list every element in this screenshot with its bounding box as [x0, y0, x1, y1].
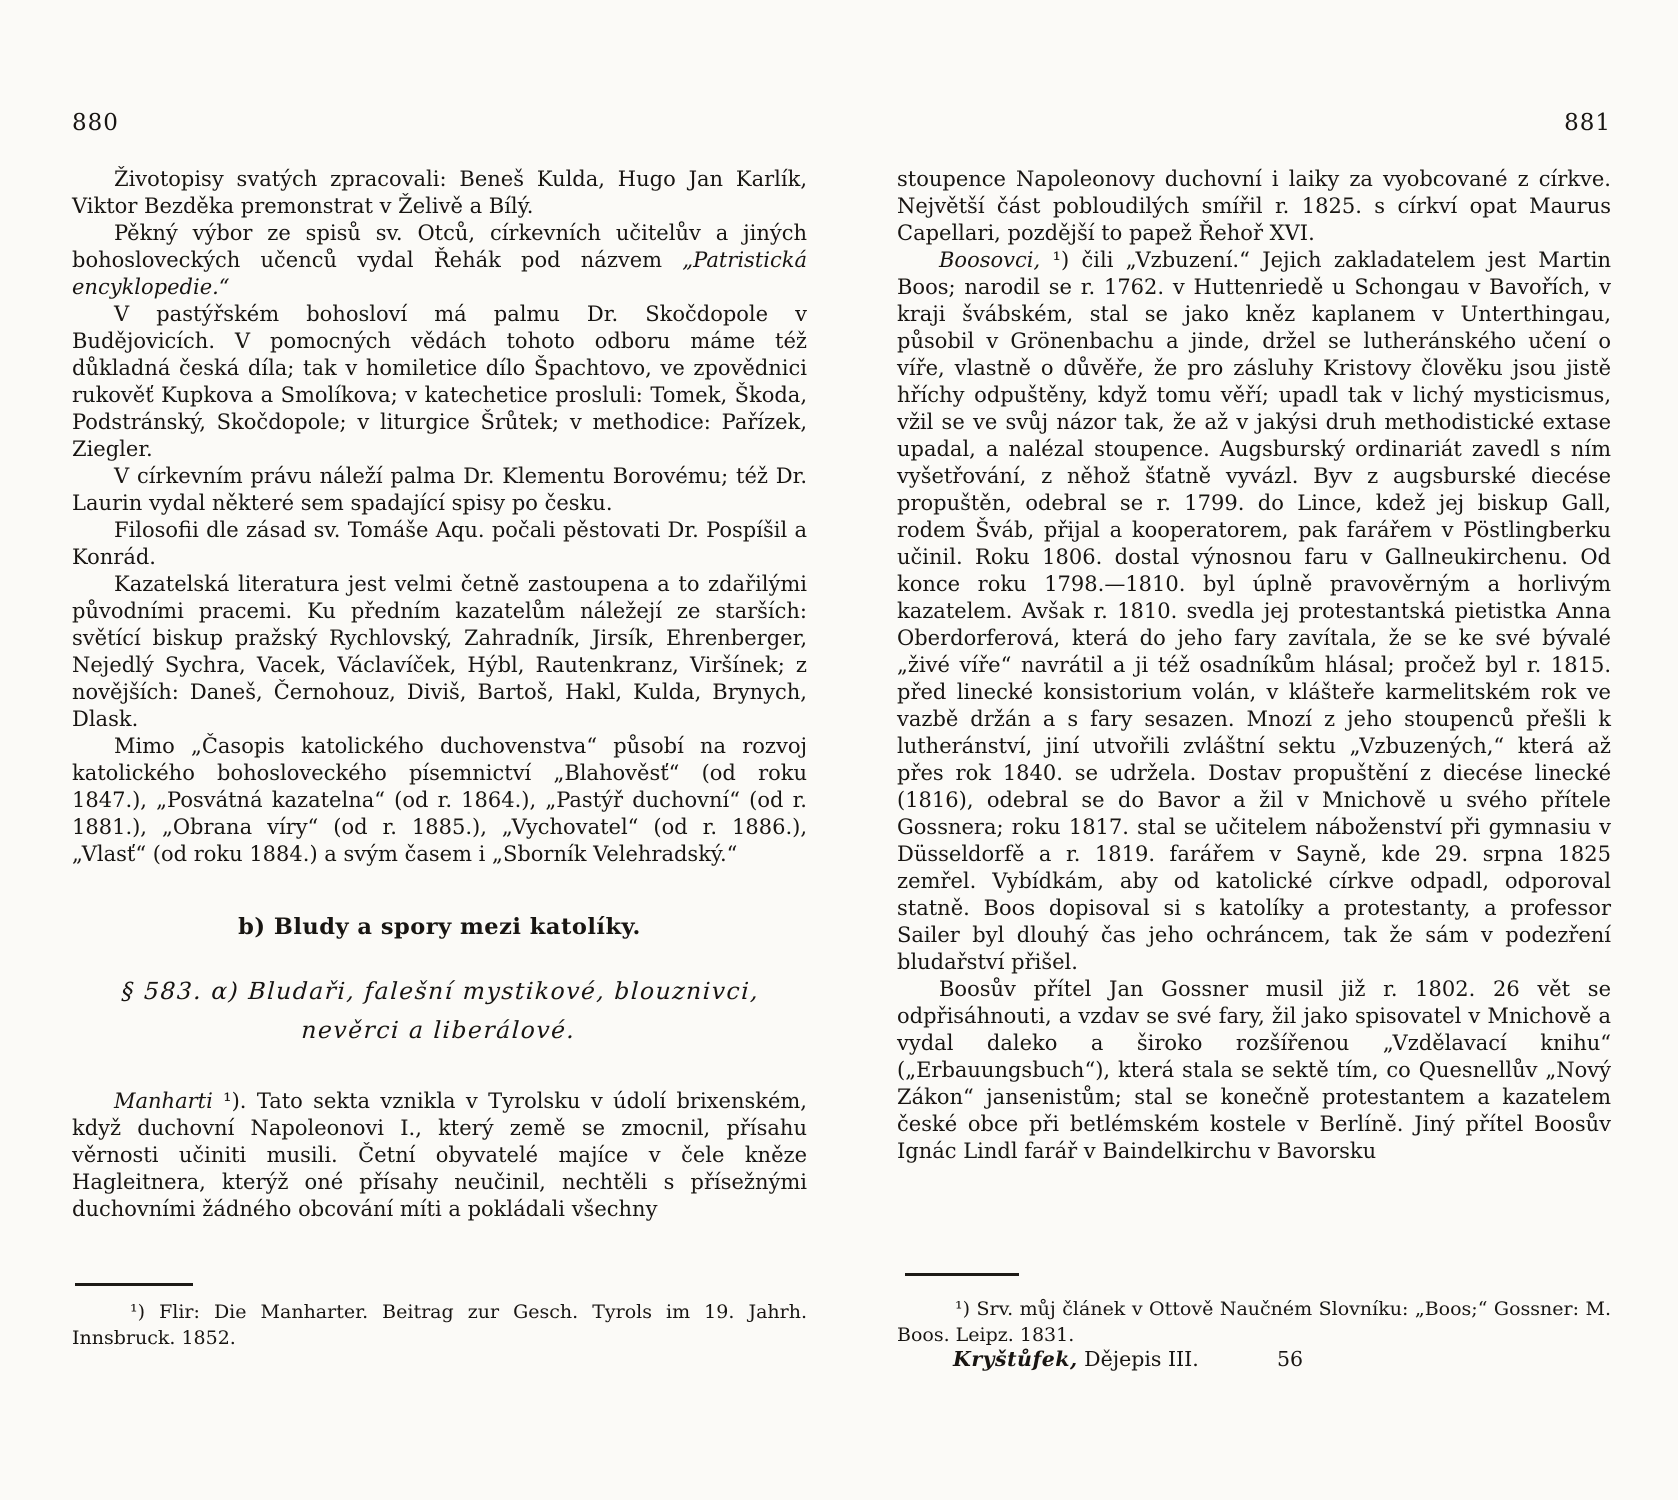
signature-author: Kryštůfek, [953, 1347, 1078, 1371]
left-page-body-after-heading [72, 1088, 807, 1223]
footnote-rule-right [905, 1273, 1019, 1276]
paragraph [897, 247, 1611, 976]
section-subheading: § 583. α) Bludaři, falešní mystikové, blouznivci, nevěrci a liberálové. [121, 977, 760, 1044]
text: ¹). Tato sekta vznikla v Tyrolsku v údolí brixenském, když duchovní Napoleonovi I., který země se zmocnil, přísahu věrnosti učiniti musili. Četní obyvatelé majíce v čele kněze Hagleitnera, kterýž oné přísahy neučinil, nechtěli s přísežnými duchovními žádného obcování míti a pokládali všechny [72, 1089, 807, 1221]
text: ¹) čili „Vzbuzení.“ Jejich zakladatelem jest Martin Boos; narodil se r. 1762. v Huttenriedě u Schongau v Bavořích, v kraji švábském, stal se jako kněz kaplanem v Unterthingau, působil v Grönenbachu a jinde, držel se lutheránského učení o víře, vlastně o důvěře, že pro zásluhy Kristovy člověku jsou jistě hříchy odpuštěny, když tomu věří; upadl tak v lichý mysticismus, vžil se ve svůj názor tak, že až v jakýsi druh methodistické extase upadal, a nalézal stoupence. Augsburský ordinariát zavedl s ním vyšetřování, z něhož šťatně vyvázl. Byv z augsburské diecése propuštěn, odebral se r. 1799. do Lince, kdež jej biskup Gall, rodem Šváb, přijal a kooperatorem, pak farářem v Pöstlingberku učinil. Roku 1806. dostal výnosnou faru v Gallneukirchenu. Od konce roku 1798.—1810. byl úplně pravověrným a horlivým kazatelem. Avšak r. 1810. svedla jej protestantská pietistka Anna Oberdorferová, která do jeho fary zavítala, že se ke své bývalé „živé víře“ navrátil a ji též osadníkům hlásal; pročež byl r. 1815. před linecké konsistorium volán, v klášteře karmelitském rok ve vazbě držán a s fary sesazen. Mnozí z jeho stoupenců přešli k lutheránství, jiní utvořili zvláštní sektu „Vzbuzených,“ která až přes rok 1840. se udržela. Dostav propuštění z diecése linecké (1816), odebral se do Bavor a žil v Mnichově u svého přítele Gossnera; roku 1817. stal se učitelem náboženství při gymnasiu v Düsseldorfě a r. 1819. farářem v Sayně, kde 29. srpna 1825 zemřel. Vybídkám, aby od katolické církve odpadl, odporoval statně. Boos dopisoval si s katolíky a protestanty, a professor Sailer byl dlouhý čas jeho ochráncem, tak že sám v podezření bludařství přišel. [897, 248, 1611, 974]
signature-work: Dějepis III. [1077, 1347, 1199, 1371]
text: V pastýřském bohosloví má palmu Dr. Skočdopole v Budějovicích. V pomocných vědách tohoto odboru máme též důkladná česká díla; tak v homiletice dílo Špachtovo, ve zpovědnici rukověť Kupkova a Smolíkova; v katechetice prosluli: Tomek, Škoda, Podstránský, Skočdopole; v liturgice Šrůtek; v methodice: Pařízek, Ziegler. [72, 302, 807, 461]
footnote-rule-left [75, 1283, 193, 1286]
right-page [897, 110, 1611, 1165]
italic-text: Boosovci, [939, 248, 1041, 272]
page-number-right: 881 [1564, 110, 1611, 136]
page-number-left: 880 [72, 110, 119, 136]
section-heading: b) Bludy a spory mezi katolíky. [238, 914, 641, 940]
text: stoupence Napoleonovy duchovní i laiky za vyobcované z církve. Největší část pobloudilých smířil r. 1825. s církví opat Maurus Capellari, pozdější to papež Řehoř XVI. [897, 167, 1611, 245]
footnote-right [897, 1296, 1611, 1348]
left-page [72, 110, 807, 1223]
paragraph [897, 976, 1611, 1165]
footnote-text: ¹) Srv. můj článek v Ottově Naučném Slovníku: „Boos;“ Gossner: M. Boos. Leipz. 1831. [897, 1298, 1611, 1346]
text: Mimo „Časopis katolického duchovenstva“ působí na rozvoj katolického bohosloveckého písemnictví „Blahověsť“ (od roku 1847.), „Posvátná kazatelna“ (od r. 1864.), „Pastýř duchovní“ (od r. 1881.), „Obrana víry“ (od r. 1885.), „Vychovatel“ (od r. 1886.), „Vlasť“ (od roku 1884.) a svým časem i „Sborník Velehradský.“ [72, 734, 807, 866]
paragraph [72, 733, 807, 868]
text: Boosův přítel Jan Gossner musil již r. 1802. 26 vět se odpřisáhnouti, a vzdav se své fary, žil jako spisovatel v Mnichově a vydal daleko a široko rozšířenou „Vzdělavací knihu“ („Erbauungsbuch“), která stala se sektě tím, co Quesnellův „Nový Zákon“ jansenistům; stal se konečně protestantem a kazatelem české obce při betlémském kostele v Berlíně. Jiný přítel Boosův Ignác Lindl farář v Baindelkirchu v Bavorsku [897, 977, 1611, 1163]
text: Kazatelská literatura jest velmi četně zastoupena a to zdařilými původními pracemi. Ku předním kazatelům náležejí ze starších: světící biskup pražský Rychlovský, Zahradník, Jirsík, Ehrenberger, Nejedlý Sychra, Vacek, Václavíček, Hýbl, Rautenkranz, Viršínek; z novějších: Daneš, Černohouz, Diviš, Bartoš, Hakl, Kulda, Brynych, Dlask. [72, 572, 807, 731]
paragraph [72, 463, 807, 517]
paragraph [72, 220, 807, 301]
paragraph [897, 166, 1611, 247]
paragraph [72, 571, 807, 733]
left-page-body [72, 166, 807, 868]
italic-text: „Patristická encyklopedie.“ [72, 248, 807, 299]
paragraph [72, 517, 807, 571]
paragraph [72, 1088, 807, 1223]
footnote-text: ¹) Flir: Die Manharter. Beitrag zur Gesch. Tyrols im 19. Jahrh. Innsbruck. 1852. [72, 1301, 807, 1349]
paragraph [72, 301, 807, 463]
text: Filosofii dle zásad sv. Tomáše Aqu. počali pěstovati Dr. Pospíšil a Konrád. [72, 518, 807, 569]
italic-text: Manharti [114, 1089, 213, 1113]
signature-row [897, 1347, 1611, 1371]
right-page-body [897, 166, 1611, 1165]
text: Pěkný výbor ze spisů sv. Otců, církevních učitelův a jiných bohosloveckých učenců vydal Řehák pod názvem [72, 221, 807, 272]
text: Životopisy svatých zpracovali: Beneš Kulda, Hugo Jan Karlík, Viktor Bezděka premonstrat v Želivě a Bílý. [72, 167, 807, 218]
footnote-left [72, 1299, 807, 1351]
text: V církevním právu náleží palma Dr. Klementu Borovému; též Dr. Laurin vydal některé sem spadající spisy po česku. [72, 464, 807, 515]
sheet-number: 56 [1277, 1347, 1304, 1371]
paragraph [72, 166, 807, 220]
